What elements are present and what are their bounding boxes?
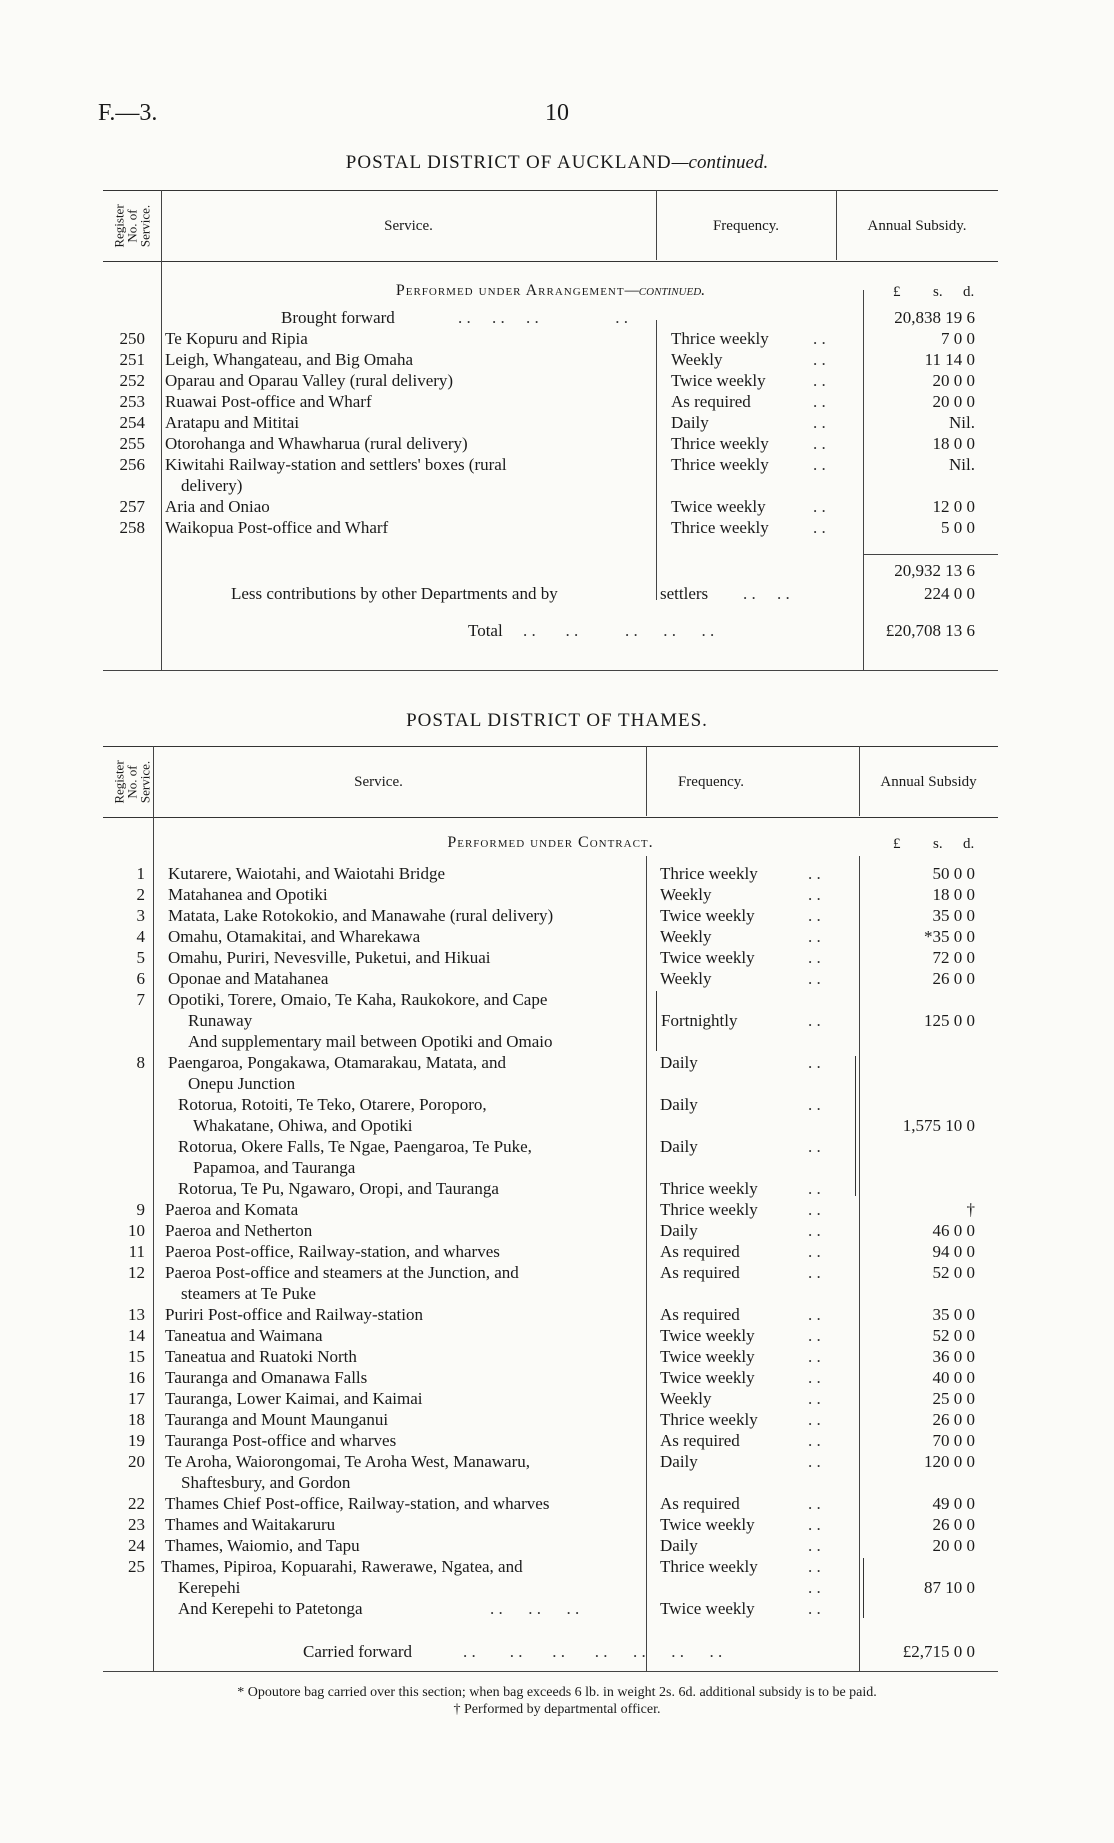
leader-dots: . . . . . . . . . . . . . . xyxy=(463,1642,723,1661)
amount-text: 70 0 0 xyxy=(932,1431,975,1450)
leader-dots: . . xyxy=(808,1221,821,1240)
table-row xyxy=(103,968,998,989)
leader-dots: . . xyxy=(808,1557,821,1576)
table-row xyxy=(103,433,998,454)
amount-text: 26 0 0 xyxy=(932,969,975,988)
frequency-header: Frequency. xyxy=(712,217,780,234)
frequency-text: As required xyxy=(660,1263,740,1282)
amount-text: † xyxy=(966,1200,975,1219)
leader-dots: . . xyxy=(808,1494,821,1513)
service-text: Onepu Junction xyxy=(188,1074,296,1093)
leader-dots: . . xyxy=(808,1200,821,1219)
frequency-text: Thrice weekly xyxy=(660,864,758,883)
leader-dots: . . xyxy=(808,885,821,904)
table-row xyxy=(103,1199,998,1220)
subsidy-header: Annual Subsidy xyxy=(880,773,977,790)
amount-text: 87 10 0 xyxy=(924,1578,975,1597)
leader-dots: . . . . . . xyxy=(490,1599,580,1618)
table-row xyxy=(103,391,998,412)
service-text: Taneatua and Waimana xyxy=(165,1326,323,1345)
row-number: 4 xyxy=(136,927,145,946)
service-text: Thames, Waiomio, and Tapu xyxy=(165,1536,360,1555)
amount-text: 36 0 0 xyxy=(932,1347,975,1366)
thames-table xyxy=(103,746,998,1676)
table-bottom-rule xyxy=(103,670,998,671)
table-row-cont xyxy=(103,1010,998,1031)
leader-dots: . . xyxy=(813,497,826,516)
row-number: 5 xyxy=(136,948,145,967)
lsd-pence: d. xyxy=(963,284,975,300)
frequency-text: Twice weekly xyxy=(660,1599,755,1618)
service-text: Oponae and Matahanea xyxy=(168,969,329,988)
total-row xyxy=(103,620,998,641)
service-text: steamers at Te Puke xyxy=(181,1284,316,1303)
table-row xyxy=(103,1220,998,1241)
table-row xyxy=(103,926,998,947)
row-number: 10 xyxy=(128,1221,145,1240)
table-row xyxy=(103,517,998,538)
table-row xyxy=(103,496,998,517)
service-header: Service. xyxy=(384,217,433,234)
row-number: 2 xyxy=(136,885,145,904)
thames-title: POSTAL DISTRICT OF THAMES. xyxy=(406,710,708,731)
frequency-text: Twice weekly xyxy=(671,497,766,516)
less-label2: settlers xyxy=(660,584,709,603)
service-text: Kiwitahi Railway-station and settlers' boxes (rural xyxy=(165,455,507,474)
amount-text: 52 0 0 xyxy=(932,1263,975,1282)
thames-subhead: Performed under Contract. xyxy=(447,834,654,851)
row-number: 251 xyxy=(119,350,145,369)
table-row xyxy=(103,863,998,884)
service-text: Oparau and Oparau Valley (rural delivery) xyxy=(165,371,454,390)
frequency-text: Thrice weekly xyxy=(660,1557,758,1576)
leader-dots: . . xyxy=(808,969,821,988)
leader-dots: . . xyxy=(808,1368,821,1387)
auckland-title xyxy=(0,152,1114,174)
row-number: 9 xyxy=(136,1200,145,1219)
leader-dots: . . xyxy=(808,1536,821,1555)
frequency-text: Thrice weekly xyxy=(660,1179,758,1198)
total-amount: £20,708 13 6 xyxy=(885,621,975,640)
frequency-text: Thrice weekly xyxy=(660,1200,758,1219)
subhead-text: Performed under Arrangement xyxy=(395,282,625,299)
amount-text: 12 0 0 xyxy=(932,497,975,516)
leader-dots: . . . . . . . . xyxy=(458,308,628,327)
service-text: delivery) xyxy=(181,476,243,495)
frequency-text: Weekly xyxy=(660,969,712,988)
leader-dots: . . xyxy=(813,392,826,411)
table-row xyxy=(103,412,998,433)
service-text: Waikopua Post-office and Wharf xyxy=(165,518,389,537)
amount-text: 49 0 0 xyxy=(932,1494,975,1513)
leader-dots: . . xyxy=(808,1053,821,1072)
brace xyxy=(855,1056,864,1196)
leader-dots: . . xyxy=(808,927,821,946)
lsd-pounds: £ xyxy=(893,836,901,852)
lsd-pence: d. xyxy=(963,836,975,852)
row-number: 22 xyxy=(128,1494,145,1513)
register-header xyxy=(103,191,161,261)
service-text: Taneatua and Ruatoki North xyxy=(165,1347,357,1366)
leader-dots: . . xyxy=(808,1431,821,1450)
amount-text: *35 0 0 xyxy=(924,927,975,946)
frequency-text: Daily xyxy=(660,1221,698,1240)
leader-dots: . . . . xyxy=(743,584,790,603)
service-text: And supplementary mail between Opotiki and Omaio xyxy=(188,1032,553,1051)
table-row xyxy=(103,454,998,475)
frequency-text: As required xyxy=(660,1431,740,1450)
leader-dots: . . xyxy=(813,371,826,390)
service-text: Opotiki, Torere, Omaio, Te Kaha, Raukokore, and Cape xyxy=(168,990,548,1009)
leader-dots: . . xyxy=(808,948,821,967)
amount-text: 50 0 0 xyxy=(932,864,975,883)
row-number: 18 xyxy=(128,1410,145,1429)
row-number: 11 xyxy=(128,1242,145,1261)
frequency-text: Twice weekly xyxy=(660,906,755,925)
service-text: Te Aroha, Waiorongomai, Te Aroha West, Manawaru, xyxy=(165,1452,531,1471)
service-text: Aratapu and Mititai xyxy=(165,413,300,432)
frequency-text: Twice weekly xyxy=(660,948,755,967)
carried-forward-amount: £2,715 0 0 xyxy=(902,1642,975,1661)
table-row xyxy=(103,1493,998,1514)
lsd-pounds: £ xyxy=(893,284,901,300)
row-number: 19 xyxy=(128,1431,145,1450)
subtotal-amount: 20,932 13 6 xyxy=(894,561,975,580)
frequency-text: Daily xyxy=(660,1053,698,1072)
table-row xyxy=(103,1409,998,1430)
brought-forward-row xyxy=(103,307,998,328)
service-text: Omahu, Otamakitai, and Wharekawa xyxy=(168,927,421,946)
frequency-text: Thrice weekly xyxy=(671,518,769,537)
brought-forward-label: Brought forward xyxy=(281,308,395,327)
table-row xyxy=(103,1430,998,1451)
table-row xyxy=(103,1325,998,1346)
row-number: 7 xyxy=(136,990,145,1009)
frequency-text: Twice weekly xyxy=(660,1347,755,1366)
service-text: And Kerepehi to Patetonga xyxy=(178,1599,363,1618)
row-number: 6 xyxy=(136,969,145,988)
table-row xyxy=(103,989,998,1010)
row-number: 253 xyxy=(119,392,145,411)
table-row xyxy=(103,328,998,349)
leader-dots: . . xyxy=(813,413,826,432)
amount-text: 46 0 0 xyxy=(932,1221,975,1240)
col-divider xyxy=(859,746,860,816)
leader-dots: . . xyxy=(808,1179,821,1198)
leader-dots: . . xyxy=(813,455,826,474)
brought-forward-amount: 20,838 19 6 xyxy=(894,308,975,327)
row-number: 1 xyxy=(136,864,145,883)
frequency-text: Twice weekly xyxy=(660,1326,755,1345)
table-row xyxy=(103,1451,998,1472)
frequency-text: Weekly xyxy=(660,927,712,946)
auckland-table xyxy=(103,190,998,680)
subtotal-row xyxy=(103,560,998,581)
service-text: Paengaroa, Pongakawa, Otamarakau, Matata, and xyxy=(168,1053,506,1072)
service-text: Thames, Pipiroa, Kopuarahi, Rawerawe, Ngatea, and xyxy=(161,1557,523,1576)
service-text: Rotorua, Te Pu, Ngawaro, Oropi, and Tauranga xyxy=(178,1179,499,1198)
register-header-text: Register No. of Service. xyxy=(111,204,153,248)
frequency-text: Daily xyxy=(660,1452,698,1471)
table-row-cont xyxy=(103,1283,998,1304)
carried-forward-row xyxy=(103,1641,998,1662)
service-text: Omahu, Puriri, Nevesville, Puketui, and Hikuai xyxy=(168,948,491,967)
leader-dots: . . xyxy=(808,1095,821,1114)
service-text: Ruawai Post-office and Wharf xyxy=(165,392,372,411)
leader-dots: . . xyxy=(808,1515,821,1534)
service-text: Te Kopuru and Ripia xyxy=(165,329,308,348)
frequency-text: Twice weekly xyxy=(660,1368,755,1387)
service-text: Paeroa Post-office, Railway-station, and wharves xyxy=(165,1242,500,1261)
amount-text: Nil. xyxy=(949,455,975,474)
total-label: Total xyxy=(468,621,503,640)
row-number: 257 xyxy=(119,497,145,516)
service-text: Puriri Post-office and Railway-station xyxy=(165,1305,423,1324)
frequency-text: Thrice weekly xyxy=(671,455,769,474)
amount-text: 25 0 0 xyxy=(932,1389,975,1408)
frequency-header: Frequency. xyxy=(677,773,745,790)
footnote-asterisk: * Opoutore bag carried over this section; when bag exceeds 6 lb. in weight 2s. 6d. additional subsidy is to be paid. xyxy=(237,1685,877,1700)
leader-dots: . . xyxy=(813,350,826,369)
leader-dots: . . xyxy=(808,1599,821,1618)
service-text: Tauranga and Mount Maunganui xyxy=(165,1410,389,1429)
frequency-text: Fortnightly xyxy=(661,1011,738,1030)
leader-dots: . . xyxy=(808,906,821,925)
table-row xyxy=(103,1346,998,1367)
service-text: Shaftesbury, and Gordon xyxy=(181,1473,351,1492)
leader-dots: . . xyxy=(813,329,826,348)
amount-text: 120 0 0 xyxy=(924,1452,975,1471)
leader-dots: . . xyxy=(808,1578,821,1597)
amount-text: 20 0 0 xyxy=(932,371,975,390)
table-row xyxy=(103,1241,998,1262)
frequency-text: Weekly xyxy=(671,350,723,369)
auckland-title-text: POSTAL DISTRICT OF AUCKLAND xyxy=(345,152,672,173)
amount-text: 40 0 0 xyxy=(932,1368,975,1387)
row-number: 252 xyxy=(119,371,145,390)
service-text: Thames and Waitakaruru xyxy=(165,1515,336,1534)
frequency-text: Daily xyxy=(660,1095,698,1114)
brace xyxy=(650,991,657,1051)
leader-dots: . . xyxy=(808,864,821,883)
row-number: 256 xyxy=(119,455,145,474)
table-row-cont xyxy=(103,1472,998,1493)
row-number: 13 xyxy=(128,1305,145,1324)
frequency-text: Daily xyxy=(671,413,709,432)
table-row xyxy=(103,884,998,905)
service-text: Paeroa and Netherton xyxy=(165,1221,313,1240)
amount-text: 7 0 0 xyxy=(941,329,975,348)
table-bottom-rule xyxy=(103,1671,998,1672)
frequency-text: As required xyxy=(660,1305,740,1324)
row-number: 258 xyxy=(119,518,145,537)
service-text: Thames Chief Post-office, Railway-station, and wharves xyxy=(165,1494,550,1513)
table-row xyxy=(103,947,998,968)
less-amount: 224 0 0 xyxy=(924,584,975,603)
amount-text: 26 0 0 xyxy=(932,1410,975,1429)
service-text: Paeroa Post-office and steamers at the Junction, and xyxy=(165,1263,519,1282)
row-number: 23 xyxy=(128,1515,145,1534)
row-number: 254 xyxy=(119,413,145,432)
lsd-shillings: s. xyxy=(933,836,943,852)
leader-dots: . . . . . . . . . . xyxy=(523,621,715,640)
frequency-text: As required xyxy=(671,392,751,411)
service-text: Whakatane, Ohiwa, and Opotiki xyxy=(193,1116,413,1135)
amount-text: 20 0 0 xyxy=(932,392,975,411)
service-text: Kerepehi xyxy=(178,1578,241,1597)
subtotal-rule xyxy=(863,554,998,555)
service-text: Kutarere, Waiotahi, and Waiotahi Bridge xyxy=(168,864,446,883)
row-number: 12 xyxy=(128,1263,145,1282)
row-number: 3 xyxy=(136,906,145,925)
frequency-text: Thrice weekly xyxy=(660,1410,758,1429)
frequency-text: Twice weekly xyxy=(660,1515,755,1534)
row-number: 24 xyxy=(128,1536,145,1555)
table-row xyxy=(103,370,998,391)
amount-text: 26 0 0 xyxy=(932,1515,975,1534)
frequency-text: Daily xyxy=(660,1137,698,1156)
table-row xyxy=(103,1535,998,1556)
table-row-cont xyxy=(103,475,998,496)
service-text: Aria and Oniao xyxy=(165,497,270,516)
frequency-text: Thrice weekly xyxy=(671,329,769,348)
service-text: Rotorua, Okere Falls, Te Ngae, Paengaroa, Te Puke, xyxy=(178,1137,532,1156)
service-text: Runaway xyxy=(188,1011,253,1030)
table-row xyxy=(103,349,998,370)
service-text: Rotorua, Rotoiti, Te Teko, Otarere, Poroporo, xyxy=(178,1095,487,1114)
leader-dots: . . xyxy=(813,434,826,453)
row-number: 17 xyxy=(128,1389,145,1408)
amount-text: 18 0 0 xyxy=(932,885,975,904)
frequency-text: Weekly xyxy=(660,885,712,904)
amount-text: 52 0 0 xyxy=(932,1326,975,1345)
frequency-text: Twice weekly xyxy=(671,371,766,390)
frequency-text: As required xyxy=(660,1494,740,1513)
frequency-text: As required xyxy=(660,1242,740,1261)
carried-forward-label: Carried forward xyxy=(303,1642,413,1661)
service-text: Leigh, Whangateau, and Big Omaha xyxy=(165,350,413,369)
leader-dots: . . xyxy=(808,1137,821,1156)
frequency-text: Weekly xyxy=(660,1389,712,1408)
row-number: 15 xyxy=(128,1347,145,1366)
leader-dots: . . xyxy=(808,1389,821,1408)
leader-dots: . . xyxy=(808,1326,821,1345)
leader-dots: . . xyxy=(808,1305,821,1324)
amount-text: 1,575 10 0 xyxy=(902,1116,975,1135)
less-label: Less contributions by other Departments and by xyxy=(231,584,558,603)
leader-dots: . . xyxy=(813,518,826,537)
leader-dots: . . xyxy=(808,1452,821,1471)
service-text: Otorohanga and Whawharua (rural delivery) xyxy=(165,434,468,453)
service-text: Tauranga, Lower Kaimai, and Kaimai xyxy=(165,1389,423,1408)
table-row xyxy=(103,1304,998,1325)
service-text: Papamoa, and Tauranga xyxy=(193,1158,356,1177)
amount-text: 5 0 0 xyxy=(941,518,975,537)
table-row-cont xyxy=(103,1031,998,1052)
leader-dots: . . xyxy=(808,1410,821,1429)
service-header: Service. xyxy=(354,773,403,790)
row-number: 16 xyxy=(128,1368,145,1387)
leader-dots: . . xyxy=(808,1263,821,1282)
frequency-text: Daily xyxy=(660,1536,698,1555)
auckland-subhead xyxy=(103,282,998,300)
col-divider xyxy=(656,190,657,260)
table-row xyxy=(103,1514,998,1535)
page-number: 10 xyxy=(545,100,569,126)
amount-text: 20 0 0 xyxy=(932,1536,975,1555)
table-row xyxy=(103,1388,998,1409)
amount-text: 94 0 0 xyxy=(932,1242,975,1261)
service-text: Matahanea and Opotiki xyxy=(168,885,328,904)
table-row xyxy=(103,905,998,926)
service-text: Paeroa and Komata xyxy=(165,1200,299,1219)
row-number: 20 xyxy=(128,1452,145,1471)
frequency-text: Thrice weekly xyxy=(671,434,769,453)
amount-text: 72 0 0 xyxy=(932,948,975,967)
row-number: 14 xyxy=(128,1326,145,1345)
auckland-title-cont: —continued. xyxy=(671,152,769,173)
amount-text: 11 14 0 xyxy=(924,350,975,369)
thames-header xyxy=(103,746,998,818)
less-contributions-row xyxy=(103,583,998,604)
col-divider xyxy=(836,190,837,260)
leader-dots: . . xyxy=(808,1011,821,1030)
register-header-text: Register No. of Service. xyxy=(111,760,153,804)
amount-text: 18 0 0 xyxy=(932,434,975,453)
row-number: 8 xyxy=(136,1053,145,1072)
brace xyxy=(863,1558,872,1618)
subsidy-header: Annual Subsidy. xyxy=(867,217,967,234)
table-row xyxy=(103,1367,998,1388)
amount-text: 35 0 0 xyxy=(932,906,975,925)
amount-text: 125 0 0 xyxy=(924,1011,975,1030)
col-divider xyxy=(646,746,647,816)
service-text: Tauranga Post-office and wharves xyxy=(165,1431,397,1450)
amount-text: 35 0 0 xyxy=(932,1305,975,1324)
row-number: 25 xyxy=(128,1557,145,1576)
leader-dots: . . xyxy=(808,1347,821,1366)
footnote-dagger: † Performed by departmental officer. xyxy=(453,1702,661,1717)
service-text: Matata, Lake Rotokokio, and Manawahe (rural delivery) xyxy=(168,906,554,925)
service-text: Tauranga and Omanawa Falls xyxy=(165,1368,368,1387)
lsd-shillings: s. xyxy=(933,284,943,300)
table-row xyxy=(103,1262,998,1283)
amount-text: Nil. xyxy=(949,413,975,432)
page-reference: F.—3. xyxy=(98,100,158,126)
auckland-header xyxy=(103,190,998,262)
row-number: 255 xyxy=(119,434,145,453)
subhead-cont: —continued. xyxy=(624,282,706,299)
leader-dots: . . xyxy=(808,1242,821,1261)
row-number: 250 xyxy=(119,329,145,348)
